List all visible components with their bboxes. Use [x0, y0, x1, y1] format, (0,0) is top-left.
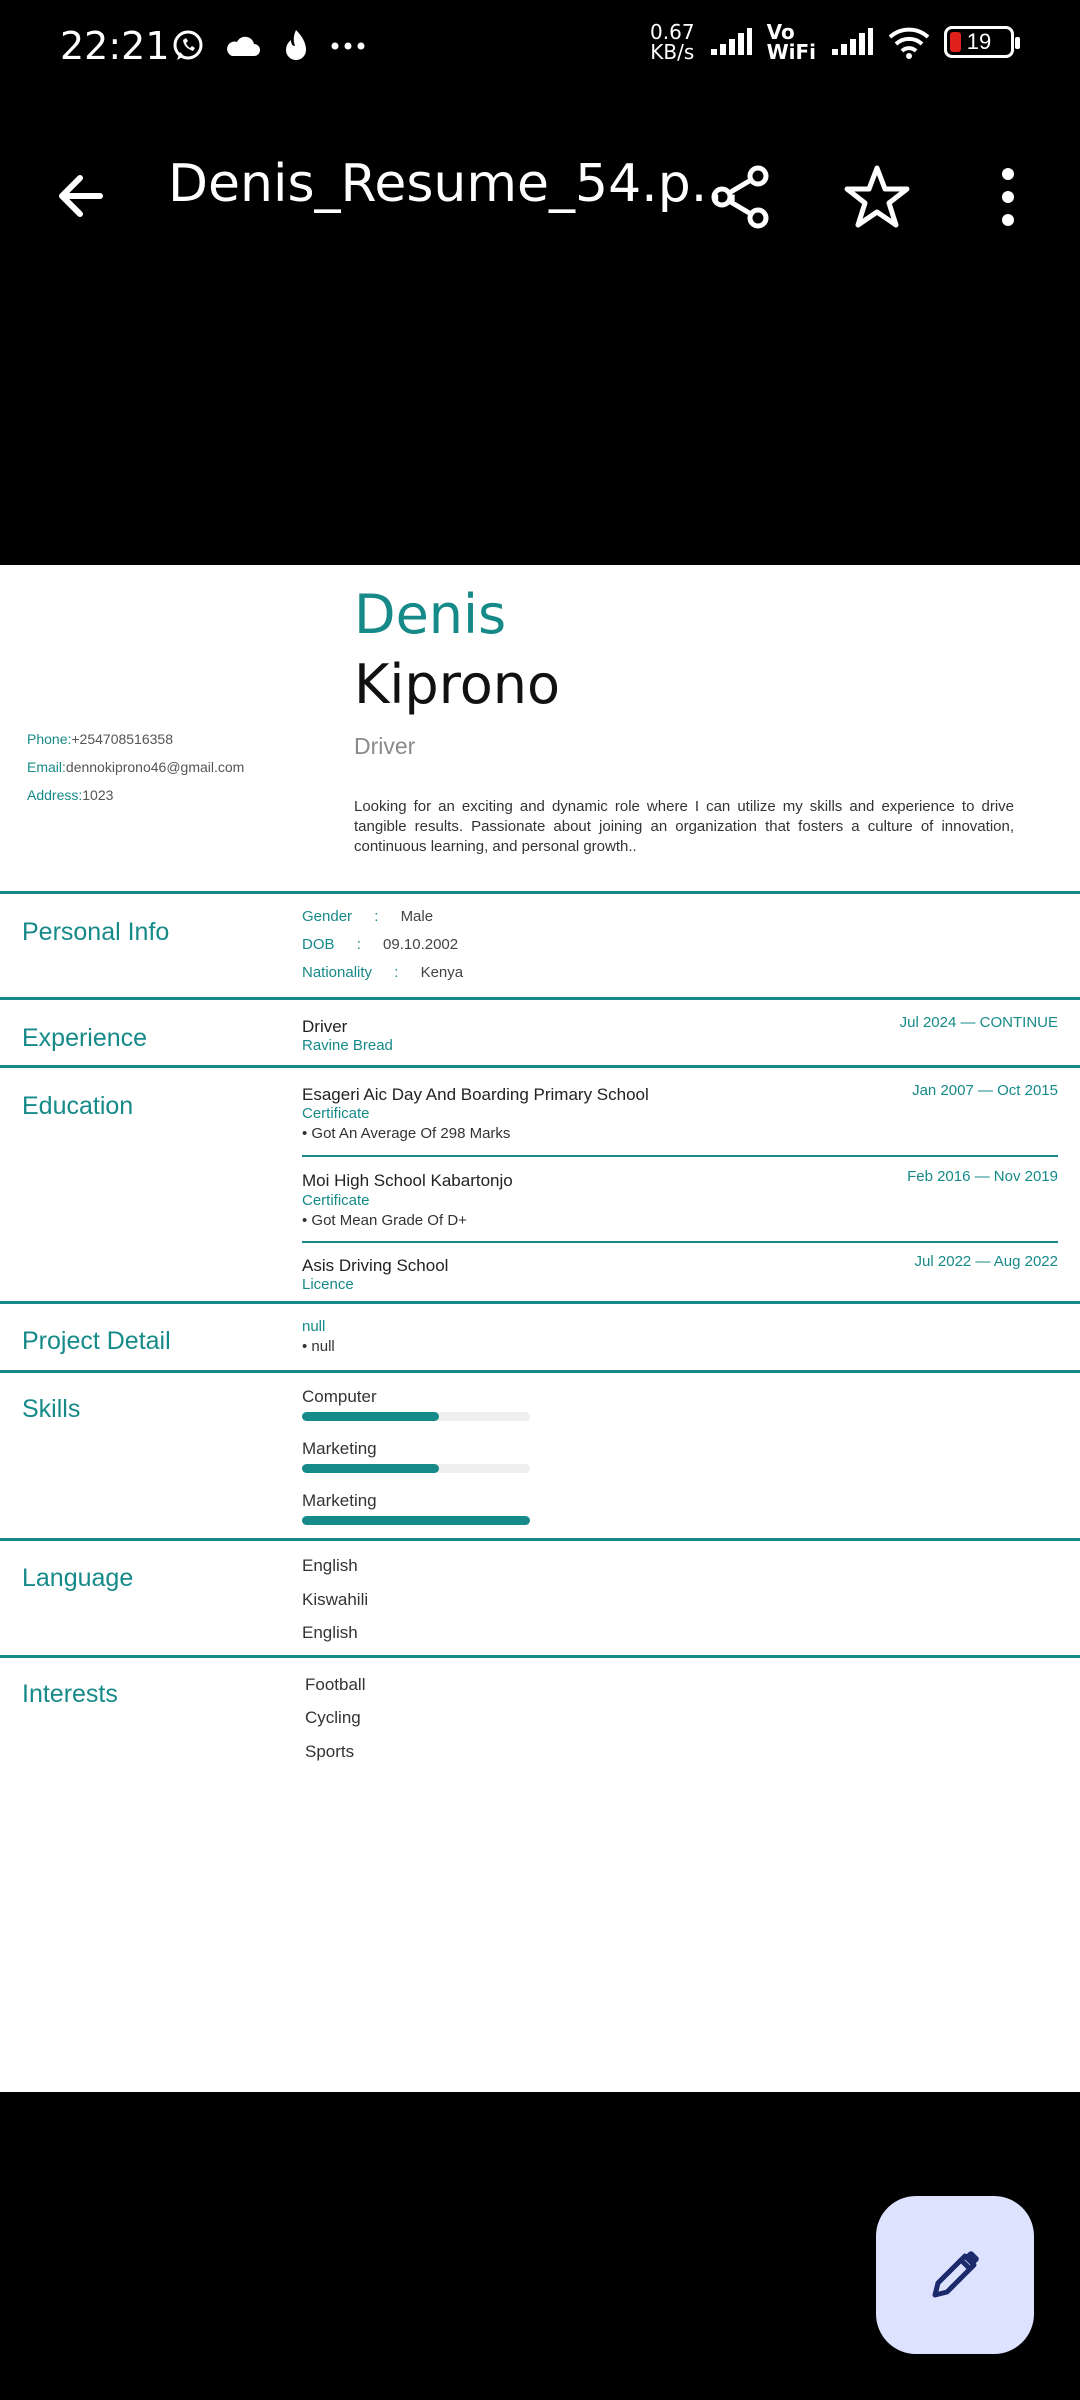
education-dates: Jul 2022 — Aug 2022 [914, 1253, 1058, 1270]
language-item: English [302, 1623, 358, 1642]
whatsapp-icon [170, 28, 206, 64]
divider [0, 1301, 1080, 1304]
divider [302, 1241, 1058, 1243]
skill-bar [302, 1516, 530, 1525]
star-icon[interactable] [842, 162, 912, 232]
divider [302, 1155, 1058, 1157]
skill-bar [302, 1412, 530, 1421]
battery-icon: 19 [944, 26, 1014, 58]
back-arrow-icon[interactable] [50, 164, 114, 228]
project-name: null [302, 1318, 326, 1335]
experience-dates: Jul 2024 — CONTINUE [899, 1014, 1058, 1031]
experience-company: Ravine Bread [302, 1037, 393, 1054]
signal-icon-2 [830, 27, 874, 57]
edit-button[interactable] [876, 2196, 1034, 2354]
education-note: • Got Mean Grade Of D+ [302, 1212, 467, 1229]
section-title-skills: Skills [22, 1395, 81, 1423]
job-role: Driver [354, 733, 416, 759]
pencil-icon [925, 2245, 985, 2305]
share-icon[interactable] [706, 162, 776, 232]
first-name: Denis [354, 583, 507, 646]
education-type: Licence [302, 1276, 354, 1293]
skill-name: Marketing [302, 1439, 377, 1458]
education-school: Asis Driving School [302, 1256, 449, 1275]
system-icons [650, 22, 1014, 62]
divider [0, 1065, 1080, 1068]
app-bar [0, 140, 1080, 250]
skill-bar [302, 1464, 530, 1473]
contact-address: Address:1023 [27, 787, 114, 803]
project-note: • null [302, 1338, 335, 1355]
more-notifications-icon [330, 40, 366, 52]
vowifi-indicator: Vo WiFi [766, 20, 816, 64]
cloud-icon [224, 32, 262, 60]
education-dates: Jan 2007 — Oct 2015 [912, 1082, 1058, 1099]
skill-bar-fill [302, 1516, 530, 1525]
section-title-experience: Experience [22, 1024, 148, 1052]
language-item: English [302, 1556, 358, 1575]
divider [0, 1655, 1080, 1658]
summary-text: Looking for an exciting and dynamic role where I can utilize my skills and experience to drive tangible results. Passionate about joining an organization that fosters a culture of innovation, continuous learning, and personal growth.. [354, 798, 1014, 855]
skill-bar-fill [302, 1412, 439, 1421]
status-bar [0, 0, 1080, 96]
education-school: Esageri Aic Day And Boarding Primary School [302, 1085, 649, 1104]
interest-item: Sports [305, 1742, 355, 1761]
skill-name: Computer [302, 1387, 377, 1406]
education-type: Certificate [302, 1105, 370, 1122]
interest-item: Cycling [305, 1708, 361, 1727]
education-type: Certificate [302, 1192, 370, 1209]
signal-icon [709, 27, 753, 57]
last-name: Kiprono [354, 653, 561, 716]
divider [0, 1538, 1080, 1541]
section-title-education: Education [22, 1092, 134, 1120]
language-item: Kiswahili [302, 1590, 369, 1609]
status-time: 22:21 [60, 24, 170, 68]
skill-bar-fill [302, 1464, 439, 1473]
skill-name: Marketing [302, 1491, 377, 1510]
wifi-icon [888, 25, 930, 59]
fire-icon [280, 28, 312, 64]
contact-phone: Phone:+254708516358 [27, 731, 173, 747]
section-title-language: Language [22, 1564, 134, 1592]
section-title-personal-info: Personal Info [22, 918, 170, 946]
section-title-interests: Interests [22, 1680, 118, 1708]
education-dates: Feb 2016 — Nov 2019 [907, 1168, 1058, 1185]
nationality-row: Nationality : Kenya [302, 964, 464, 981]
divider [0, 1370, 1080, 1373]
notification-icons [170, 28, 366, 64]
section-title-project-detail: Project Detail [22, 1327, 171, 1355]
education-note: • Got An Average Of 298 Marks [302, 1125, 511, 1142]
more-options-icon[interactable] [978, 162, 1038, 232]
network-speed: 0.67 KB/s [650, 20, 695, 64]
document-title: Denis_Resume_54.p... [168, 154, 741, 214]
gender-row: Gender : Male [302, 908, 434, 925]
interest-item: Football [305, 1675, 366, 1694]
contact-email: Email:dennokiprono46@gmail.com [27, 759, 245, 775]
experience-role: Driver [302, 1017, 348, 1036]
dob-row: DOB : 09.10.2002 [302, 936, 459, 953]
divider [0, 891, 1080, 894]
divider [0, 997, 1080, 1000]
education-school: Moi High School Kabartonjo [302, 1171, 513, 1190]
resume-page[interactable] [0, 565, 1080, 2092]
